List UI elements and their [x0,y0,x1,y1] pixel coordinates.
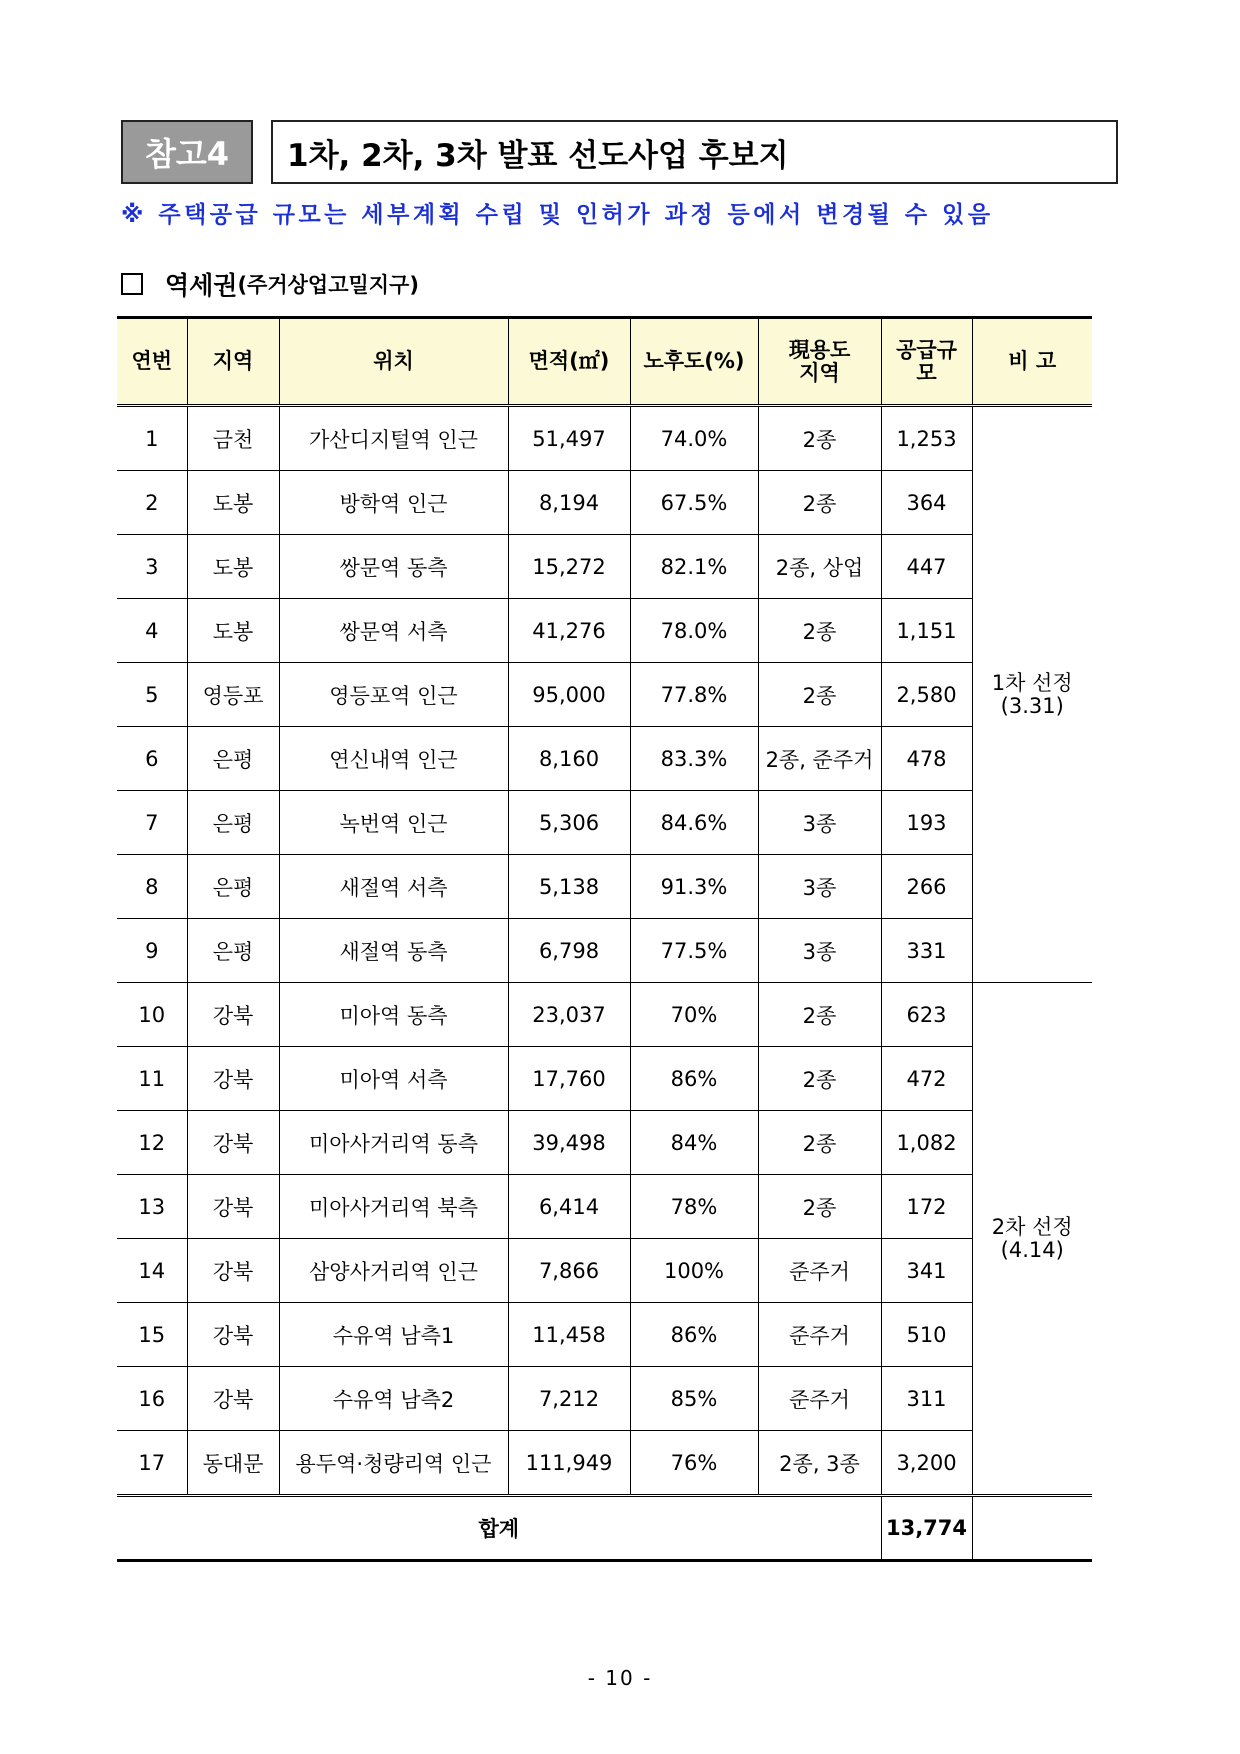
cell-zoning: 2종 [758,599,881,663]
cell-zoning: 2종, 준주거 [758,727,881,791]
cell-location: 미아사거리역 북측 [279,1175,508,1239]
cell-no: 15 [117,1303,187,1367]
cell-supply: 193 [881,791,972,855]
cell-location: 새절역 서측 [279,855,508,919]
cell-no: 2 [117,471,187,535]
table-row [117,1431,1092,1496]
cell-area: 17,760 [508,1047,630,1111]
header-supply [881,318,972,406]
total-row [117,1496,1092,1561]
cell-location: 방학역 인근 [279,471,508,535]
cell-no: 8 [117,855,187,919]
cell-location: 수유역 남측1 [279,1303,508,1367]
cell-area: 7,212 [508,1367,630,1431]
note-line1: 2차 선정 [991,1214,1073,1239]
cell-area: 7,866 [508,1239,630,1303]
cell-zoning: 준주거 [758,1239,881,1303]
cell-area: 15,272 [508,535,630,599]
cell-supply: 3,200 [881,1431,972,1496]
cell-location: 용두역·청량리역 인근 [279,1431,508,1496]
cell-supply: 1,151 [881,599,972,663]
table-row [117,727,1092,791]
cell-region: 강북 [187,1047,279,1111]
cell-area: 51,497 [508,406,630,471]
header-note: 비 고 [972,318,1092,406]
cell-no: 10 [117,983,187,1047]
cell-no: 17 [117,1431,187,1496]
cell-region: 은평 [187,791,279,855]
cell-note [972,406,1092,983]
total-note [972,1496,1092,1561]
cell-zoning: 2종, 상업 [758,535,881,599]
cell-region: 도봉 [187,535,279,599]
cell-supply: 510 [881,1303,972,1367]
cell-no: 11 [117,1047,187,1111]
cell-supply: 311 [881,1367,972,1431]
cell-region: 금천 [187,406,279,471]
table-header-row [117,318,1092,406]
cell-region: 강북 [187,1239,279,1303]
cell-aging: 84% [630,1111,758,1175]
cell-region: 도봉 [187,471,279,535]
cell-region: 도봉 [187,599,279,663]
cell-location: 영등포역 인근 [279,663,508,727]
cell-zoning: 3종 [758,855,881,919]
cell-no: 1 [117,406,187,471]
cell-location: 녹번역 인근 [279,791,508,855]
note-line1: 1차 선정 [991,670,1073,695]
cell-location: 미아사거리역 동측 [279,1111,508,1175]
table-row [117,919,1092,983]
cell-supply: 472 [881,1047,972,1111]
cell-aging: 74.0% [630,406,758,471]
reference-label: 참고4 [121,120,253,184]
cell-aging: 84.6% [630,791,758,855]
total-label: 합계 [117,1496,881,1561]
cell-location: 미아역 동측 [279,983,508,1047]
cell-area: 6,414 [508,1175,630,1239]
table-row [117,471,1092,535]
header-zoning-line1: 現용도 [788,337,851,362]
header-supply-line1: 공급규 [896,337,957,362]
table-row [117,791,1092,855]
cell-area: 5,138 [508,855,630,919]
cell-area: 6,798 [508,919,630,983]
table-row [117,1175,1092,1239]
header-aging: 노후도(%) [630,318,758,406]
cell-aging: 77.8% [630,663,758,727]
table-row [117,1111,1092,1175]
section-title: 역세권 [165,271,238,300]
header-location: 위치 [279,318,508,406]
table-row [117,535,1092,599]
table-row [117,663,1092,727]
cell-zoning: 2종 [758,1111,881,1175]
cell-region: 영등포 [187,663,279,727]
cell-aging: 82.1% [630,535,758,599]
cell-area: 8,160 [508,727,630,791]
cell-zoning: 2종 [758,663,881,727]
header-zoning [758,318,881,406]
cell-no: 13 [117,1175,187,1239]
cell-zoning: 3종 [758,919,881,983]
cell-location: 쌍문역 서측 [279,599,508,663]
table-row [117,406,1092,471]
cell-region: 강북 [187,1175,279,1239]
document-title: 1차, 2차, 3차 발표 선도사업 후보지 [271,120,1118,184]
cell-supply: 1,253 [881,406,972,471]
header-region: 지역 [187,318,279,406]
cell-region: 강북 [187,1111,279,1175]
cell-aging: 86% [630,1047,758,1111]
cell-region: 은평 [187,919,279,983]
cell-location: 미아역 서측 [279,1047,508,1111]
cell-aging: 100% [630,1239,758,1303]
cell-aging: 77.5% [630,919,758,983]
cell-area: 5,306 [508,791,630,855]
cell-area: 39,498 [508,1111,630,1175]
header-no: 연번 [117,318,187,406]
cell-area: 41,276 [508,599,630,663]
cell-supply: 331 [881,919,972,983]
cell-zoning: 2종, 3종 [758,1431,881,1496]
table-row [117,599,1092,663]
cell-no: 3 [117,535,187,599]
cell-location: 삼양사거리역 인근 [279,1239,508,1303]
cell-aging: 70% [630,983,758,1047]
section-heading [121,266,419,302]
page-number: - 10 - [587,1666,653,1690]
candidate-sites-table [117,316,1092,1562]
cell-region: 강북 [187,1367,279,1431]
cell-supply: 2,580 [881,663,972,727]
cell-supply: 172 [881,1175,972,1239]
header-zoning-line2: 지역 [799,360,840,385]
cell-zoning: 2종 [758,983,881,1047]
checkbox-icon [121,273,143,295]
cell-note [972,983,1092,1496]
table-row [117,983,1092,1047]
cell-region: 동대문 [187,1431,279,1496]
cell-supply: 364 [881,471,972,535]
section-subtitle: (주거상업고밀지구) [237,273,419,297]
cell-supply: 1,082 [881,1111,972,1175]
cell-supply: 266 [881,855,972,919]
cell-location: 가산디지털역 인근 [279,406,508,471]
header-supply-line2: 모 [916,360,937,385]
cell-region: 강북 [187,1303,279,1367]
cell-region: 은평 [187,727,279,791]
cell-no: 14 [117,1239,187,1303]
cell-aging: 83.3% [630,727,758,791]
cell-aging: 91.3% [630,855,758,919]
cell-area: 11,458 [508,1303,630,1367]
table-row [117,1303,1092,1367]
cell-supply: 623 [881,983,972,1047]
cell-zoning: 2종 [758,406,881,471]
cell-no: 6 [117,727,187,791]
cell-region: 강북 [187,983,279,1047]
table-row [117,1367,1092,1431]
table-row [117,1239,1092,1303]
table-row [117,855,1092,919]
cell-no: 4 [117,599,187,663]
cell-location: 연신내역 인근 [279,727,508,791]
cell-no: 16 [117,1367,187,1431]
cell-area: 95,000 [508,663,630,727]
cell-area: 111,949 [508,1431,630,1496]
notice-text: ※ 주택공급 규모는 세부계획 수립 및 인허가 과정 등에서 변경될 수 있음 [121,202,994,228]
cell-aging: 78.0% [630,599,758,663]
note-line2: (4.14) [1000,1237,1064,1262]
header-area: 면적(㎡) [508,318,630,406]
cell-supply: 447 [881,535,972,599]
cell-aging: 78% [630,1175,758,1239]
cell-aging: 76% [630,1431,758,1496]
cell-no: 5 [117,663,187,727]
cell-aging: 86% [630,1303,758,1367]
cell-area: 23,037 [508,983,630,1047]
cell-zoning: 준주거 [758,1303,881,1367]
cell-location: 새절역 동측 [279,919,508,983]
cell-zoning: 2종 [758,1047,881,1111]
cell-no: 12 [117,1111,187,1175]
cell-supply: 341 [881,1239,972,1303]
cell-supply: 478 [881,727,972,791]
note-line2: (3.31) [1000,693,1064,718]
cell-zoning: 3종 [758,791,881,855]
cell-zoning: 준주거 [758,1367,881,1431]
cell-aging: 85% [630,1367,758,1431]
cell-region: 은평 [187,855,279,919]
cell-no: 7 [117,791,187,855]
cell-area: 8,194 [508,471,630,535]
cell-location: 수유역 남측2 [279,1367,508,1431]
cell-zoning: 2종 [758,471,881,535]
cell-zoning: 2종 [758,1175,881,1239]
cell-location: 쌍문역 동측 [279,535,508,599]
cell-aging: 67.5% [630,471,758,535]
cell-no: 9 [117,919,187,983]
table-row [117,1047,1092,1111]
total-supply: 13,774 [881,1496,972,1561]
